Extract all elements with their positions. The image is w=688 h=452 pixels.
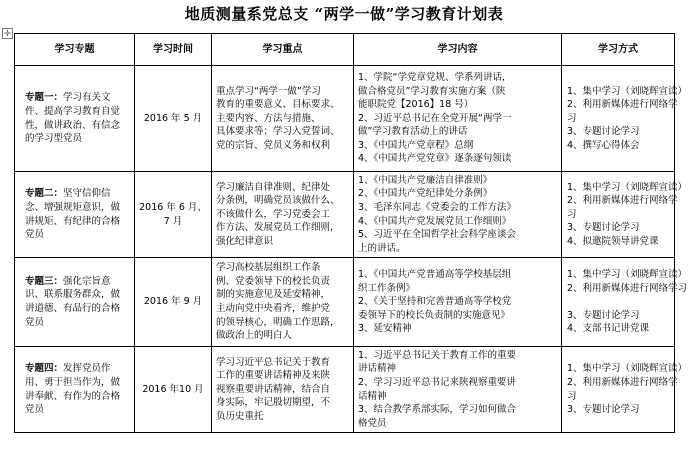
topic-cell-line: 讲奉献、有作为的合格 [25, 390, 121, 402]
content-cell-line: 格党员 [358, 417, 387, 429]
focus-cell-line: 视察重要讲话精神，结合自 [216, 383, 331, 395]
content-cell-line: 1、《中国共产党廉洁自律准则》 [358, 174, 493, 186]
focus-cell-line: 主动向党中央看齐，维护党 [216, 303, 331, 314]
focus-cell [212, 347, 354, 433]
topic-cell-line: 的学习型党员 [25, 133, 83, 145]
time-cell [135, 258, 212, 347]
topic-cell [15, 172, 135, 258]
time-cell [135, 66, 212, 172]
topic-head: 专题一： [25, 92, 64, 104]
focus-cell-line: 党的宗旨、党员义务和权利 [216, 139, 331, 151]
topic-first-line-rest: 坚守信仰信 [63, 188, 111, 200]
time-cell-line: 7 月 [163, 215, 183, 227]
method-cell [562, 172, 688, 258]
header-focus: 学习重点 [212, 34, 354, 66]
focus-cell-line: 的领导核心，明确工作思路， [216, 316, 340, 328]
topic-cell-line: 识、联系服务群众，做 [25, 289, 121, 301]
topic-cell-line: 党员 [25, 404, 45, 416]
method-cell-line: 3、专题讨论学习 [567, 404, 640, 416]
method-cell-line: 2、利用新媒体进行网络学习 [567, 282, 688, 294]
method-cell-line: 习 [567, 112, 577, 124]
topic-cell-line: 性，做讲政治、有信念 [25, 119, 121, 131]
header-method: 学习方式 [562, 34, 675, 66]
time-cell-line: 2016 年10 月 [142, 383, 204, 395]
table-row [15, 66, 675, 172]
content-cell-line: 3、《中国共产党章程》总纲 [358, 139, 474, 151]
topic-first-line-rest: 发挥党员作 [63, 363, 111, 375]
content-cell-line: 5、习近平在全国哲学社会科学座谈会 [358, 229, 517, 241]
topic-cell-line: 讲规矩、有纪律的合格 [25, 215, 121, 227]
content-cell-line: 3、延安精神 [358, 323, 412, 335]
topic-head: 专题四： [25, 363, 64, 375]
focus-cell [212, 172, 354, 258]
method-cell-line: 习 [567, 208, 577, 220]
topic-cell-line [25, 187, 129, 201]
content-cell [354, 172, 562, 258]
focus-cell [212, 258, 354, 347]
topic-cell [15, 347, 135, 433]
time-cell [135, 172, 212, 258]
method-cell-line: 2、利用新媒体进行网络学 [567, 195, 678, 207]
focus-cell-line: 制的实施意见及延安精神， [216, 289, 331, 301]
content-cell-line: 2、《关于坚持和完善普通高等学校党 [358, 296, 512, 308]
topic-cell-line: 党员 [25, 316, 45, 328]
topic-first-line-rest: 学习有关文 [63, 92, 111, 104]
method-cell-line: 1、集中学习（刘晓辉宣读） [567, 269, 688, 281]
content-cell-line: 能职院党【2016】18 号） [358, 99, 474, 111]
method-cell [562, 347, 688, 433]
focus-cell-line: 做政治上的明白人 [216, 330, 293, 342]
method-cell [562, 258, 688, 347]
table-row [15, 172, 675, 258]
focus-cell-line: 例、党委领导下的校长负责 [216, 275, 331, 287]
content-cell-line: 2、学习习近平总书记来陕视察重要讲 [358, 376, 517, 388]
content-cell-line: 2、习近平总书记在全党开展“两学一 [358, 112, 512, 124]
topic-cell-line: 用、勇于担当作为，做 [25, 376, 121, 388]
method-cell-line: 4、拟邀院领导讲党课 [567, 235, 659, 247]
focus-cell-line: 分条例，明确党员该做什么、 [216, 195, 340, 207]
time-cell [135, 347, 212, 433]
content-cell-line: 2、《中国共产党纪律处分条例》 [358, 188, 493, 200]
topic-cell-line: 党员 [25, 229, 45, 241]
topic-first-line-rest: 强化宗旨意 [63, 275, 111, 287]
time-cell-line: 2016 年 6 月、 [139, 201, 207, 213]
method-cell-line: 4、支部书记讲党课 [567, 323, 650, 335]
method-cell-line: 1、集中学习（刘晓辉宣读） [567, 363, 688, 375]
table-move-handle-icon[interactable]: ✛ [2, 28, 13, 39]
content-cell-line: 话精神 [358, 390, 387, 402]
focus-cell-line: 具体要求等；学习入党誓词、 [216, 126, 340, 138]
document-title: 地质测量系党总支 “两学一做”学习教育计划表 [184, 5, 504, 23]
time-cell-line: 2016 年 9 月 [143, 296, 203, 308]
time-cell-line: 2016 年 5 月 [143, 112, 203, 124]
content-cell-line: 做”学习教育活动上的讲话 [358, 126, 468, 138]
topic-cell-line: 讲道德、有品行的合格 [25, 303, 121, 314]
topic-cell-line [25, 275, 129, 289]
content-cell-line: 上的讲话。 [358, 242, 406, 254]
content-cell [354, 347, 562, 433]
content-cell-line: 讲话精神 [358, 363, 397, 375]
method-cell-line [567, 295, 671, 309]
content-cell-line: 4、《中国共产党发展党员工作细则》 [358, 215, 512, 227]
focus-cell-line: 重点学习“两学一做”学习 [216, 85, 321, 97]
focus-cell-line: 不该做什么，学习党委会工 [216, 208, 331, 220]
method-cell-line: 2、利用新媒体进行网络学 [567, 376, 678, 388]
focus-cell-line: 主要内容、方法与措施、 [216, 112, 321, 124]
method-cell-line: 4、撰写心得体会 [567, 139, 640, 151]
method-cell-line: 1、集中学习（刘晓辉宣读） [567, 181, 688, 193]
method-cell-line: 习 [567, 390, 577, 402]
method-cell [562, 66, 688, 172]
method-cell-line: 3、专题讨论学习 [567, 309, 640, 321]
topic-cell [15, 66, 135, 172]
content-cell-line: 委领导下的校长负责制的实施意见》 [358, 309, 511, 321]
content-cell [354, 66, 562, 172]
table-row [15, 258, 675, 347]
method-cell-line: 2、利用新媒体进行网络学 [567, 99, 678, 111]
content-cell-line: 1、习近平总书记关于教育工作的重要 [358, 349, 517, 361]
table-row [15, 347, 675, 433]
topic-cell-line [25, 91, 129, 105]
content-cell-line: 1、学院“学党章党规、学系列讲话， [358, 71, 512, 83]
focus-cell-line: 作方法、发展党员工作细则， [216, 222, 340, 234]
focus-cell-line: 学习习近平总书记关于教育 [216, 356, 331, 368]
topic-head: 专题二： [25, 188, 64, 200]
focus-cell-line: 强化纪律意识 [216, 235, 274, 247]
content-cell-line: 1、《中国共产党普通高等学校基层组 [358, 269, 512, 281]
topic-cell-line: 念、增强规矩意识，做 [25, 201, 121, 213]
method-cell-line: 1、集中学习（刘晓辉宣读） [567, 85, 688, 97]
focus-cell-line: 工作的重要讲话精神及来陕 [216, 370, 331, 382]
method-cell-line: 3、专题讨论学习 [567, 126, 640, 138]
content-cell-line: 3、结合教学系部实际，学习如何做合 [358, 404, 517, 416]
topic-cell [15, 258, 135, 347]
focus-cell-line: 负历史重托 [216, 410, 264, 422]
topic-head: 专题三： [25, 275, 64, 287]
content-cell [354, 258, 562, 347]
focus-cell-line: 身实际，牢记殷切期望，不 [216, 397, 331, 409]
table-header-row [15, 34, 675, 66]
method-cell-line: 3、专题讨论学习 [567, 222, 640, 234]
focus-cell-line: 学习廉洁自律准则、纪律处 [216, 181, 331, 193]
header-content: 学习内容 [354, 34, 562, 66]
header-time: 学习时间 [135, 34, 212, 66]
header-topic: 学习专题 [15, 34, 135, 66]
topic-cell-line [25, 362, 129, 376]
content-cell-line: 3、毛泽东同志《党委会的工作方法》 [358, 201, 517, 213]
focus-cell-line: 学习高校基层组织工作条 [216, 262, 321, 274]
focus-cell-line: 教育的重要意义、目标要求、 [216, 99, 340, 111]
content-cell-line: 4、《中国共产党党章》逐条逐句领读 [358, 153, 512, 165]
content-cell-line: 做合格党员”学习教育实施方案（陕 [358, 85, 506, 97]
focus-cell [212, 66, 354, 172]
content-cell-line: 织工作条例》 [358, 282, 416, 294]
topic-cell-line: 件、提高学习教育自觉 [25, 105, 121, 117]
study-plan-table [14, 33, 688, 433]
